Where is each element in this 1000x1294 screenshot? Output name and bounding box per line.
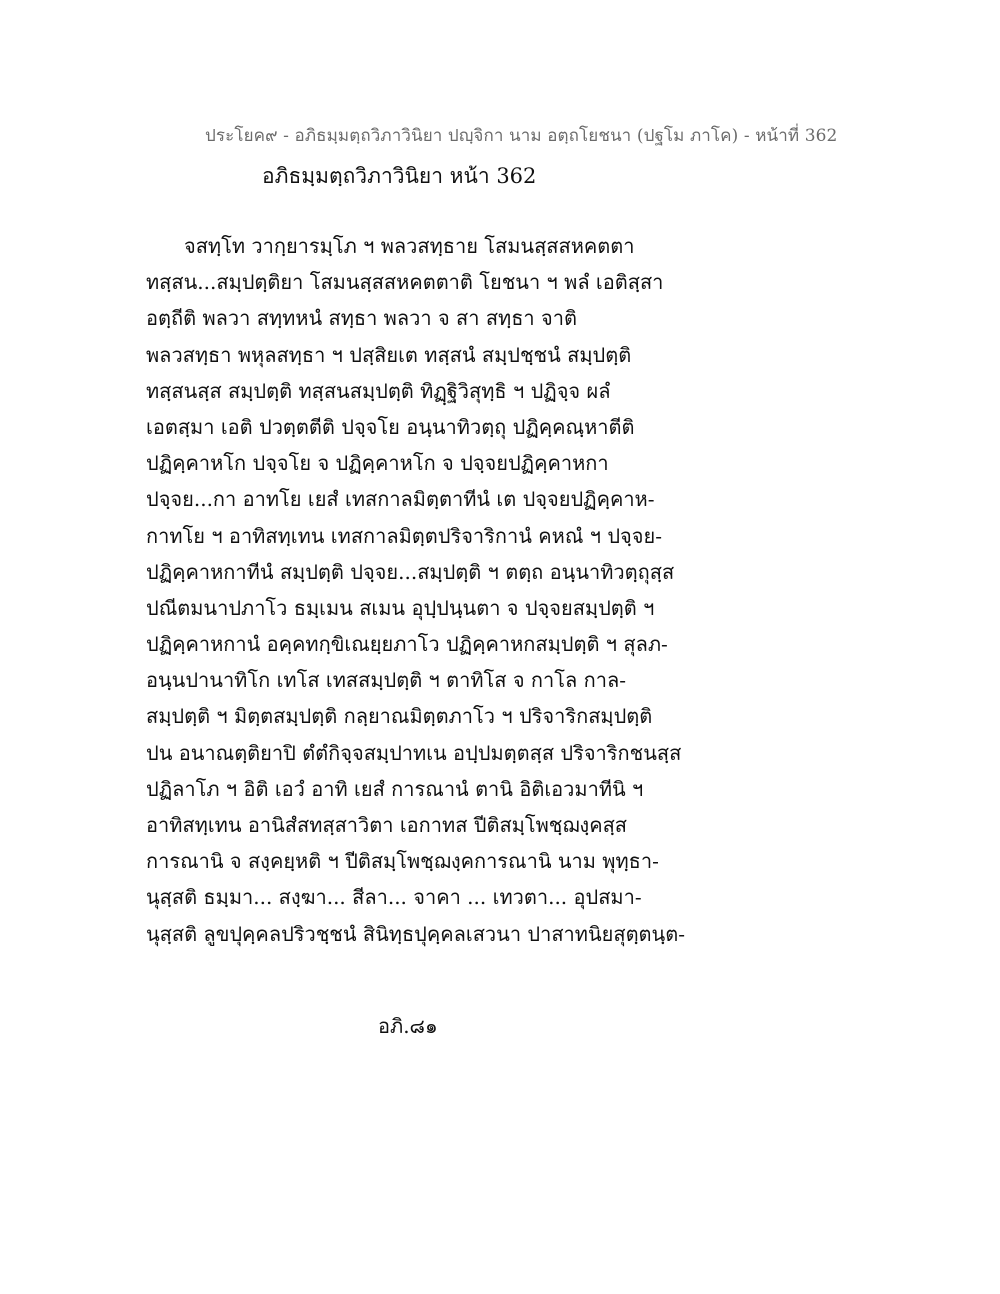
body-line: อตฺถีติ พลวา สทฺทหนํ สทฺธา พลวา จ สา สทฺธา จาติ: [146, 306, 577, 331]
body-line: ทสฺสน...สมฺปตฺติยา โสมนสฺสสหคตตาติ โยชนา ฯ พลํ เอติสฺสา: [146, 270, 664, 295]
body-line: ปฏิลาโภ ฯ อิติ เอวํ อาทิ เยสํ การณานํ ตานิ อิติเอวมาทีนิ ฯ: [146, 776, 644, 801]
body-line: สมฺปตฺติ ฯ มิตฺตสมฺปตฺติ กลฺยาณมิตฺตภาโว ฯ ปริจาริกสมฺปตฺติ: [146, 704, 653, 729]
body-line: อนฺนปานาทิโก เทโส เทสสมฺปตฺติ ฯ ตาทิโส จ กาโล กาล-: [146, 668, 626, 693]
body-line: ปฏิคฺคาหกาทีนํ สมฺปตฺติ ปจฺจย...สมฺปตฺติ ฯ ตตฺถ อนฺนาทิวตฺถุสฺส: [146, 559, 675, 584]
page-reference: อภิ.๘๑: [378, 1014, 438, 1038]
body-line: ปฏิคฺคาหกานํ อคฺคทกฺขิเณยฺยภาโว ปฏิคฺคาหกสมฺปตฺติ ฯ สุลภ-: [146, 632, 668, 657]
body-line: นุสฺสติ ธมฺมา... สงฺฆา... สีลา... จาคา ... เทวตา... อุปสมา-: [146, 885, 642, 910]
body-line: ปจฺจย...กา อาทโย เยสํ เทสกาลมิตฺตาทีนํ เต ปจฺจยปฏิคฺคาห-: [146, 487, 655, 512]
body-line: ทสฺสนสฺส สมฺปตฺติ ทสฺสนสมฺปตฺติ ทิฏฺฐิวิสุทฺธิ ฯ ปฏิจฺจ ผลํ: [146, 378, 611, 403]
body-line: นุสฺสติ ลูขปุคฺคลปริวชฺชนํ สินิทฺธปุคฺคลเสวนา ปาสาทนิยสุตฺตนฺต-: [146, 921, 685, 946]
body-line: กาทโย ฯ อาทิสทฺเทน เทสกาลมิตฺตปริจาริกานํ คหณํ ฯ ปจฺจย-: [146, 523, 662, 548]
body-line: อาทิสทฺเทน อานิสํสทสฺสาวิตา เอกาทส ปีติสมฺโพชฺฌงฺคสฺส: [146, 813, 627, 837]
page-heading: อภิธมฺมตฺถวิภาวินิยา หน้า 362: [262, 164, 537, 188]
body-line: ปฏิคฺคาหโก ปจฺจโย จ ปฏิคฺคาหโก จ ปจฺจยปฏิคฺคาหกา: [146, 451, 609, 476]
running-header: ประโยค๙ - อภิธมฺมตฺถวิภาวินิยา ปญฺจิกา นาม อตฺถโยชนา (ปฐโม ภาโค) - หน้าที่ 362: [205, 126, 838, 146]
body-line: ปณีตมนาปภาโว ธมฺเมน สเมน อุปฺปนฺนตา จ ปจฺจยสมฺปตฺติ ฯ: [146, 595, 655, 620]
body-line: เอตสฺมา เอติ ปวตฺตตีติ ปจฺจโย อนฺนาทิวตฺถุ ปฏิคฺคณฺหาตีติ: [146, 414, 635, 439]
body-text: [146, 228, 706, 952]
body-line: พลวสทฺธา พหุลสทฺธา ฯ ปสฺสิยเต ทสฺสนํ สมฺปชฺชนํ สมฺปตฺติ: [146, 342, 632, 367]
body-line: การณานิ จ สงฺคยฺหติ ฯ ปีติสมฺโพชฺฌงฺคการณานิ นาม พุทฺธา-: [146, 849, 659, 874]
body-line: จสทฺโท วากฺยารมฺโภ ฯ พลวสทฺธาย โสมนสฺสสหคตตา: [184, 234, 635, 258]
body-line: ปน อนาณตฺติยาปิ ตํตํกิจฺจสมฺปาทเน อปฺปมตฺตสฺส ปริจาริกชนสฺส: [146, 740, 682, 765]
